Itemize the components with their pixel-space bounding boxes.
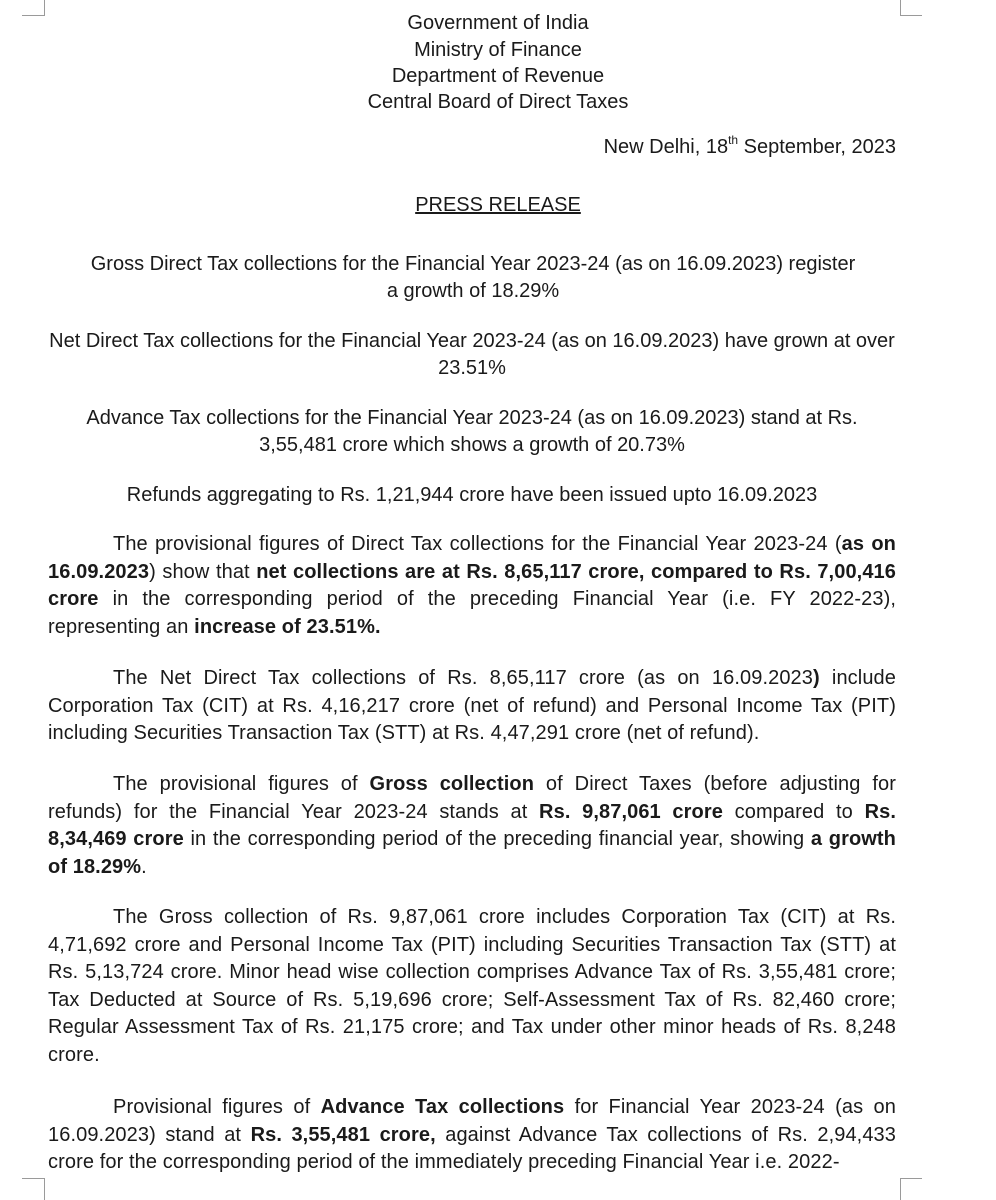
headline-advance: Advance Tax collections for the Financial Year 2023-24 (as on 16.09.2023) stand at Rs. 3,55,481 crore which shows a growth of 20.73% (86, 407, 858, 456)
crop-mark-bottom-right (900, 1178, 901, 1200)
crop-mark-bottom-left (44, 1178, 45, 1200)
letterhead-line-board: Central Board of Direct Taxes (367, 91, 629, 113)
paragraph-net-collections: The provisional figures of Direct Tax collections for the Financial Year 2023-24 (as on 16.09.2023) show that net collections are at Rs. 8,65,117 crore, compared to Rs. 7,00,416 crore in the corresponding period of the preceding Financial Year (i.e. FY 2022-23), representing an increase of 23.51%. (48, 533, 896, 638)
paragraph-gross-breakup: The Gross collection of Rs. 9,87,061 crore includes Corporation Tax (CIT) at Rs. 4,71,692 crore and Personal Income Tax (PIT) including Securities Transaction Tax (STT) at Rs. 5,13,724 crore. Minor head wise collection comprises Advance Tax of Rs. 3,55,481 crore; Tax Deducted at Source of Rs. 5,19,696 crore; Self-Assessment Tax of Rs. 82,460 crore; Regular Assessment Tax of Rs. 21,175 crore; and Tax under other minor heads of Rs. 8,248 crore. (48, 906, 896, 1066)
page-title: PRESS RELEASE (415, 194, 581, 216)
crop-mark-bottom-right (900, 1178, 922, 1179)
letterhead-line-ministry: Ministry of Finance (414, 39, 582, 61)
letterhead-line-government: Government of India (407, 12, 589, 34)
headline-refunds: Refunds aggregating to Rs. 1,21,944 crore have been issued upto 16.09.2023 (126, 484, 818, 506)
headline-gross: Gross Direct Tax collections for the Financial Year 2023-24 (as on 16.09.2023) register a growth of 18.29% (90, 253, 856, 302)
paragraph-gross-collections: The provisional figures of Gross collection of Direct Taxes (before adjusting for refunds) for the Financial Year 2023-24 stands at Rs. 9,87,061 crore compared to Rs. 8,34,469 crore in the corresponding period of the preceding financial year, showing a growth of 18.29%. (48, 773, 897, 878)
crop-mark-bottom-left (22, 1178, 45, 1179)
paragraph-advance-tax: Provisional figures of Advance Tax collections for Financial Year 2023-24 (as on 16.09.2023) stand at Rs. 3,55,481 crore, against Advance Tax collections of Rs. 2,94,433 crore for the corresponding period of the immediately preceding Financial Year i.e. 2022- (48, 1096, 897, 1173)
paragraph-net-breakup: The Net Direct Tax collections of Rs. 8,65,117 crore (as on 16.09.2023) include Corporation Tax (CIT) at Rs. 4,16,217 crore (net of refund) and Personal Income Tax (PIT) including Securities Transaction Tax (STT) at Rs. 4,47,291 crore (net of refund). (48, 667, 896, 744)
dateline: New Delhi, 18th September, 2023 (603, 133, 896, 158)
headline-net: Net Direct Tax collections for the Financial Year 2023-24 (as on 16.09.2023) have grown at over 23.51% (49, 330, 895, 379)
letterhead-line-department: Department of Revenue (391, 65, 605, 87)
